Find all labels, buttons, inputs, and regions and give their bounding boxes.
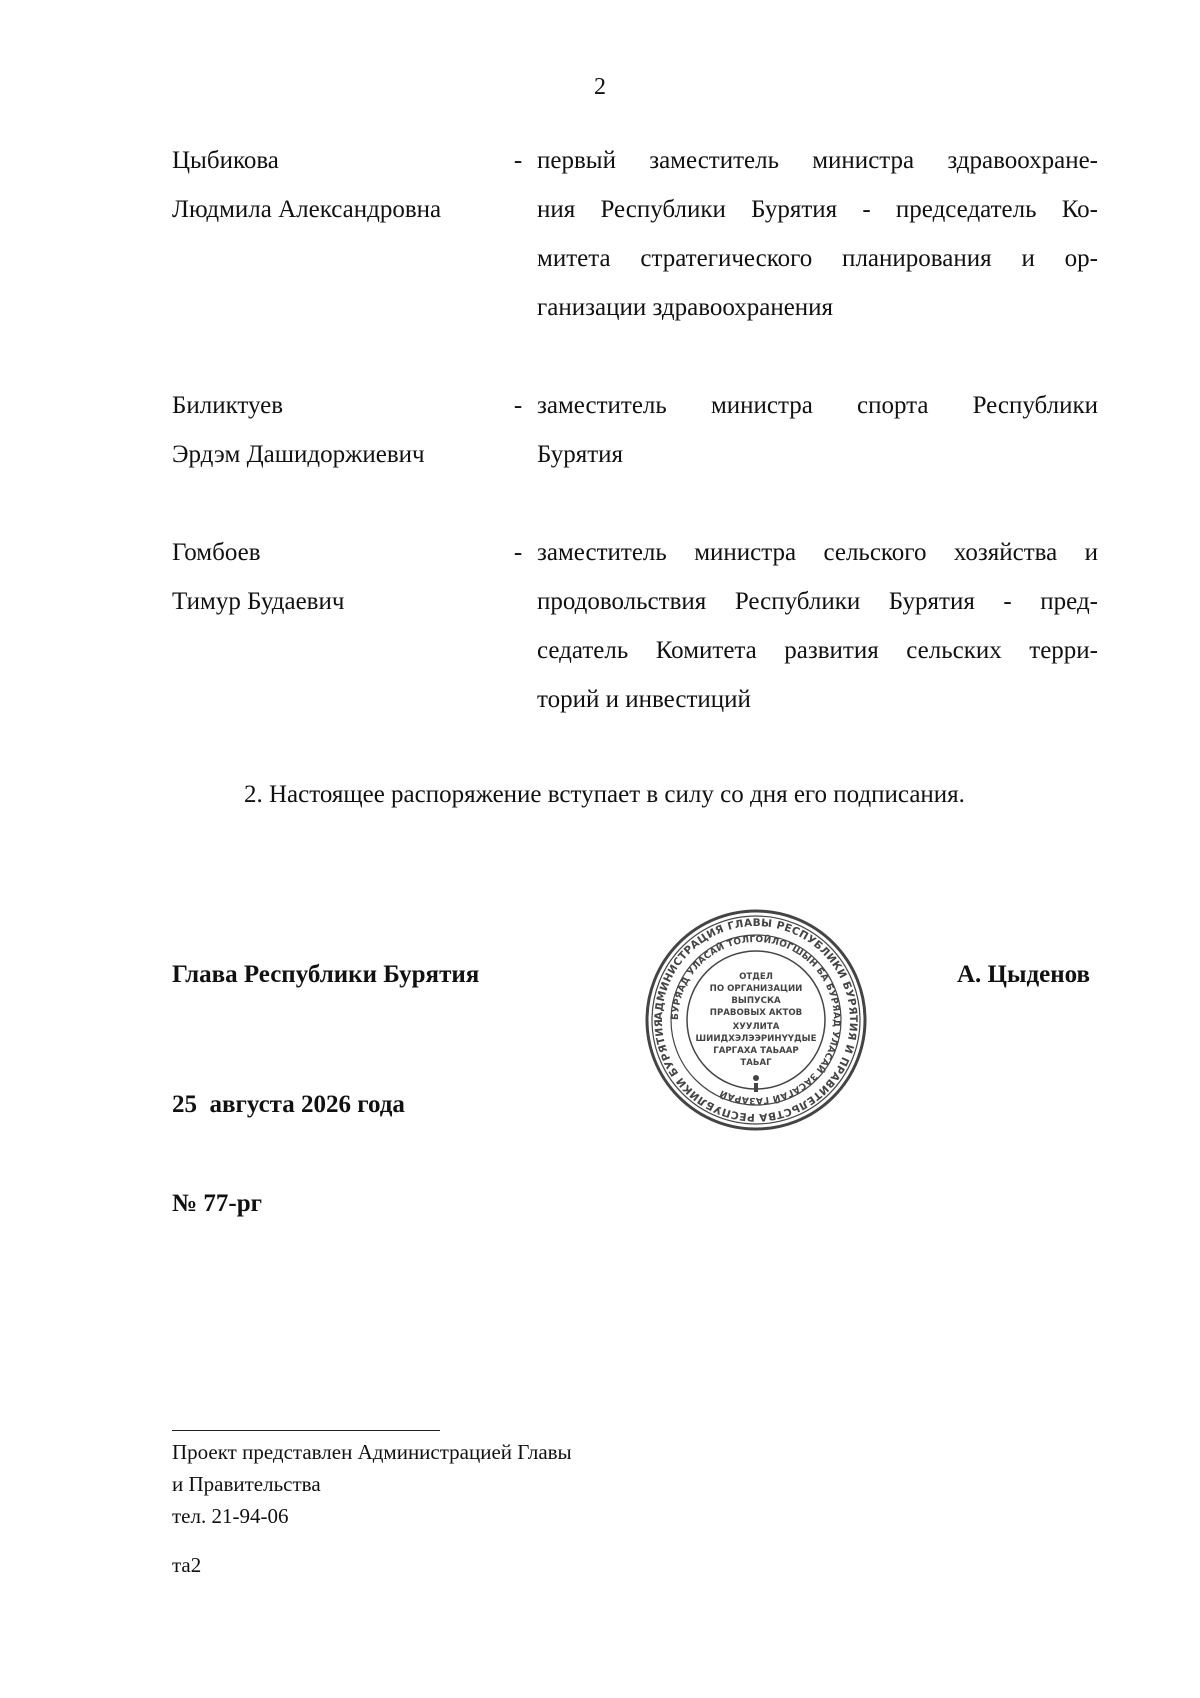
document-code: та2: [172, 1553, 202, 1577]
member-surname: Биликтуев: [172, 392, 284, 419]
member-role-line: заместитель министра спорта Республики: [537, 392, 1098, 419]
seal-center-line: ВЫПУСКА: [731, 996, 781, 1006]
member-role-line: торий и инвестиций: [537, 686, 751, 713]
member-surname: Гомбоев: [172, 539, 261, 566]
member-role: [537, 136, 1098, 332]
member-given-names: Людмила Александровна: [172, 196, 442, 223]
member-given-names: Тимур Будаевич: [172, 588, 345, 615]
member-dash: -: [513, 539, 523, 566]
footnote-phone: тел. 21-94-06: [172, 1504, 289, 1528]
member-surname: Цыбикова: [172, 147, 279, 174]
member-role-line: митета стратегического планирования и ор-: [537, 245, 1098, 272]
signatory-name: А. Цыденов: [956, 961, 1090, 988]
footnote: [172, 1436, 572, 1532]
member-dash: -: [513, 147, 523, 174]
signatory-title: Глава Республики Бурятия: [172, 961, 480, 988]
member-role-line: первый заместитель министра здравоохране-: [537, 147, 1098, 174]
svg-text:АДМИНИСТРАЦИЯ ГЛАВЫ РЕСПУБЛИКИ: [653, 917, 859, 1123]
member-role-line: заместитель министра сельского хозяйства и: [537, 539, 1098, 566]
member-role: [537, 381, 1098, 479]
footnote-line: и Правительства: [172, 1472, 321, 1496]
signing-date: 25 августа 2026 года: [172, 1091, 405, 1118]
seal-center-line: ГАРГАХА ТАЬААР: [713, 1046, 799, 1056]
member-given-names: Эрдэм Дашидоржиевич: [172, 441, 425, 468]
order-number: № 77-рг: [172, 1190, 262, 1217]
member-role-line: продовольствия Республики Бурятия - пред-: [537, 588, 1098, 615]
member-role-line: ния Республики Бурятия - председатель Ко-: [537, 196, 1098, 223]
footnote-rule: [172, 1430, 440, 1431]
member-dash: -: [513, 392, 523, 419]
member-role: [537, 528, 1098, 724]
member-role-line: Бурятия: [537, 441, 624, 468]
member-role-line: седатель Комитета развития сельских терри-: [537, 637, 1098, 664]
seal-center-line: ПРАВОВЫХ АКТОВ: [709, 1008, 803, 1018]
official-seal: [643, 907, 869, 1133]
footnote-line: Проект представлен Администрацией Главы: [172, 1440, 572, 1464]
seal-center-line: ШИИДХЭЛЭЭРИНҮҮДЫЕ: [695, 1034, 817, 1044]
clause-2: 2. Настоящее распоряжение вступает в силу со дня его подписания.: [244, 781, 965, 808]
seal-center-line: ХУУЛИТА: [732, 1022, 780, 1032]
seal-center-line: ТАЬАГ: [740, 1058, 772, 1068]
seal-inner-ring-text: БУРЯАД УЛАСАЙ ТОЛГОЙЛОГШЫН БА БУРЯАД УЛАСАЙ ЗАСАГАЙ ГАЗАРАЙ: [670, 934, 842, 1106]
member-role-line: ганизации здравоохранения: [537, 294, 834, 321]
seal-center-line: ОТДЕЛ: [739, 972, 773, 982]
seal-center-line: ПО ОРГАНИЗАЦИИ: [709, 984, 803, 994]
page-number: 2: [594, 74, 606, 100]
seal-outer-text: АДМИНИСТРАЦИЯ ГЛАВЫ РЕСПУБЛИКИ БУРЯТИЯ И ПРАВИТЕЛЬСТВА РЕСПУБЛИКИ БУРЯТИЯ: [652, 916, 860, 1124]
